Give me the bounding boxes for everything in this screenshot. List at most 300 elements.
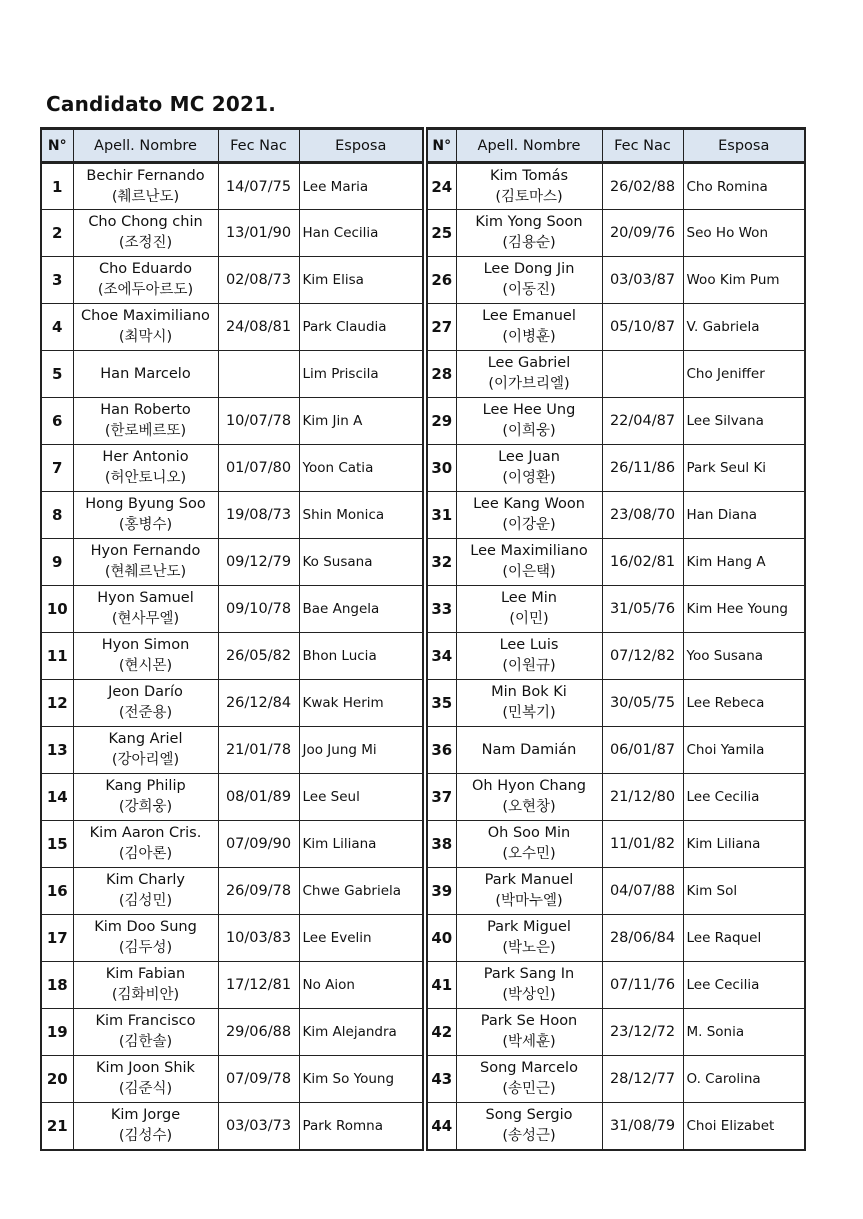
candidate-name: Song Marcelo — [480, 1060, 578, 1076]
candidate-name: Cho Eduardo — [98, 261, 193, 277]
row-number: 15 — [41, 821, 73, 868]
header-row — [41, 129, 423, 163]
header-date: Fec Nac — [218, 129, 299, 163]
birth-date: 26/02/88 — [602, 163, 683, 210]
table-row — [427, 586, 805, 633]
name-cell — [456, 445, 602, 492]
row-number: 19 — [41, 1009, 73, 1056]
birth-date: 28/06/84 — [602, 915, 683, 962]
row-number: 30 — [427, 445, 456, 492]
header-num: N° — [41, 129, 73, 163]
candidate-korean-name: (박마누엘) — [495, 893, 563, 909]
header-wife: Esposa — [683, 129, 805, 163]
name-cell — [456, 680, 602, 727]
wife-name: Chwe Gabriela — [299, 868, 423, 915]
candidate-korean-name: (홍병수) — [118, 517, 173, 533]
row-number: 35 — [427, 680, 456, 727]
name-cell — [73, 210, 218, 257]
candidate-korean-name: (이강운) — [502, 517, 556, 533]
name-cell — [73, 727, 218, 774]
table-row — [427, 774, 805, 821]
candidate-name: Lee Kang Woon — [473, 496, 585, 512]
table-row — [427, 868, 805, 915]
birth-date: 22/04/87 — [602, 398, 683, 445]
candidate-name: Kim Doo Sung — [94, 919, 197, 935]
candidate-name: Kim Tomás — [489, 167, 569, 184]
wife-name: Kwak Herim — [299, 680, 423, 727]
name-cell — [73, 1103, 218, 1150]
row-number: 1 — [41, 163, 73, 210]
wife-name: Ko Susana — [299, 539, 423, 586]
wife-name: Lim Priscila — [299, 351, 423, 398]
table-row — [41, 445, 423, 492]
candidate-name: Bechir Fernando — [86, 167, 205, 184]
row-number: 25 — [427, 210, 456, 257]
candidate-korean-name: (이원규) — [502, 658, 556, 674]
row-number: 26 — [427, 257, 456, 304]
table-row — [427, 962, 805, 1009]
birth-date: 05/10/87 — [602, 304, 683, 351]
row-number: 37 — [427, 774, 456, 821]
name-cell — [456, 539, 602, 586]
wife-name: Choi Yamila — [683, 727, 805, 774]
birth-date: 09/12/79 — [218, 539, 299, 586]
wife-name: M. Sonia — [683, 1009, 805, 1056]
candidate-name: Jeon Darío — [108, 684, 183, 700]
wife-name: Kim Jin A — [299, 398, 423, 445]
name-cell — [456, 633, 602, 680]
name-cell — [73, 774, 218, 821]
wife-name: Bae Angela — [299, 586, 423, 633]
candidate-korean-name: (이동진) — [502, 282, 556, 298]
candidate-korean-name: (박상인) — [502, 987, 556, 1003]
table-row — [41, 821, 423, 868]
wife-name: Cho Jeniffer — [683, 351, 805, 398]
row-number: 31 — [427, 492, 456, 539]
wife-name: Lee Evelin — [299, 915, 423, 962]
candidate-korean-name: (박노은) — [502, 940, 556, 956]
name-cell — [456, 586, 602, 633]
wife-name: Kim Liliana — [299, 821, 423, 868]
row-number: 10 — [41, 586, 73, 633]
candidate-korean-name: (김준식) — [118, 1081, 173, 1097]
candidate-name: Her Antonio — [102, 449, 189, 465]
candidate-name: Hyon Fernando — [90, 543, 201, 559]
birth-date — [602, 351, 683, 398]
table-row — [41, 727, 423, 774]
wife-name: Park Seul Ki — [683, 445, 805, 492]
table-row — [427, 680, 805, 727]
candidate-name: Lee Luis — [499, 637, 559, 653]
candidate-name: Kim Jorge — [110, 1106, 181, 1123]
name-cell — [73, 398, 218, 445]
name-cell — [73, 868, 218, 915]
candidate-korean-name: (조에두아르도) — [97, 282, 194, 298]
row-number: 5 — [41, 351, 73, 398]
row-number: 4 — [41, 304, 73, 351]
candidate-name: Lee Dong Jin — [483, 261, 575, 277]
wife-name: Park Claudia — [299, 304, 423, 351]
header-name: Apell. Nombre — [73, 129, 218, 163]
name-cell — [73, 539, 218, 586]
row-number: 33 — [427, 586, 456, 633]
birth-date: 26/09/78 — [218, 868, 299, 915]
name-cell — [73, 1009, 218, 1056]
name-cell — [73, 351, 218, 398]
birth-date: 31/05/76 — [602, 586, 683, 633]
birth-date: 02/08/73 — [218, 257, 299, 304]
row-number: 2 — [41, 210, 73, 257]
table-row — [41, 868, 423, 915]
candidate-name: Han Roberto — [100, 402, 191, 418]
wife-name: Bhon Lucia — [299, 633, 423, 680]
candidate-name: Kim Fabian — [105, 966, 186, 982]
birth-date: 30/05/75 — [602, 680, 683, 727]
table-row — [427, 915, 805, 962]
row-number: 24 — [427, 163, 456, 210]
birth-date: 03/03/87 — [602, 257, 683, 304]
birth-date: 03/03/73 — [218, 1103, 299, 1150]
candidate-name: Hyon Simon — [101, 637, 190, 653]
birth-date: 14/07/75 — [218, 163, 299, 210]
name-cell — [73, 163, 218, 210]
table-row — [427, 210, 805, 257]
candidate-korean-name: (송성근) — [502, 1127, 556, 1144]
candidate-korean-name: (이병훈) — [502, 329, 556, 345]
candidate-korean-name: (현시몬) — [118, 658, 173, 674]
row-number: 3 — [41, 257, 73, 304]
birth-date: 29/06/88 — [218, 1009, 299, 1056]
candidate-korean-name: (박세훈) — [502, 1034, 556, 1050]
table-row — [427, 257, 805, 304]
candidate-korean-name: (췌르난도) — [111, 188, 180, 205]
birth-date: 26/12/84 — [218, 680, 299, 727]
candidate-korean-name: (최막시) — [118, 329, 173, 345]
birth-date: 06/01/87 — [602, 727, 683, 774]
row-number: 8 — [41, 492, 73, 539]
page-title: Candidato MC 2021. — [46, 92, 277, 116]
row-number: 17 — [41, 915, 73, 962]
birth-date: 28/12/77 — [602, 1056, 683, 1103]
name-cell — [73, 492, 218, 539]
birth-date: 07/09/90 — [218, 821, 299, 868]
row-number: 12 — [41, 680, 73, 727]
wife-name: Han Cecilia — [299, 210, 423, 257]
candidate-korean-name: (김토마스) — [495, 188, 563, 205]
row-number: 20 — [41, 1056, 73, 1103]
table-row — [427, 163, 805, 210]
wife-name: Han Diana — [683, 492, 805, 539]
wife-name: Lee Cecilia — [683, 774, 805, 821]
header-name: Apell. Nombre — [456, 129, 602, 163]
birth-date: 07/11/76 — [602, 962, 683, 1009]
row-number: 43 — [427, 1056, 456, 1103]
candidate-name: Park Sang In — [483, 966, 575, 982]
birth-date: 24/08/81 — [218, 304, 299, 351]
row-number: 42 — [427, 1009, 456, 1056]
name-cell — [73, 680, 218, 727]
candidate-korean-name: (전준용) — [118, 705, 173, 721]
candidate-name: Kang Philip — [105, 778, 186, 794]
wife-name: Lee Raquel — [683, 915, 805, 962]
table-row — [41, 492, 423, 539]
birth-date: 08/01/89 — [218, 774, 299, 821]
birth-date: 11/01/82 — [602, 821, 683, 868]
row-number: 21 — [41, 1103, 73, 1150]
candidate-korean-name: (김성민) — [118, 893, 173, 909]
candidate-korean-name: (이가브리엘) — [488, 376, 570, 392]
wife-name: Cho Romina — [683, 163, 805, 210]
birth-date: 31/08/79 — [602, 1103, 683, 1150]
name-cell — [73, 1056, 218, 1103]
birth-date: 10/07/78 — [218, 398, 299, 445]
name-cell — [456, 727, 602, 774]
candidate-korean-name: (현췌르난도) — [104, 564, 187, 580]
wife-name: Choi Elizabet — [683, 1103, 805, 1150]
table-row — [427, 1103, 805, 1150]
table-row — [41, 210, 423, 257]
birth-date: 21/01/78 — [218, 727, 299, 774]
candidate-name: Lee Juan — [498, 449, 560, 465]
name-cell — [456, 351, 602, 398]
wife-name: Yoon Catia — [299, 445, 423, 492]
candidate-name: Lee Maximiliano — [470, 543, 588, 559]
name-cell — [73, 586, 218, 633]
row-number: 7 — [41, 445, 73, 492]
name-cell — [456, 868, 602, 915]
wife-name: Lee Seul — [299, 774, 423, 821]
row-number: 18 — [41, 962, 73, 1009]
candidate-korean-name: (김한솔) — [118, 1034, 173, 1050]
name-cell — [456, 304, 602, 351]
candidate-name: Hong Byung Soo — [85, 496, 206, 512]
candidate-korean-name: (민복기) — [502, 705, 556, 721]
candidate-korean-name: (오현창) — [502, 799, 556, 815]
candidate-name: Park Se Hoon — [480, 1013, 578, 1029]
wife-name: Lee Cecilia — [683, 962, 805, 1009]
candidate-korean-name: (이은택) — [502, 564, 556, 580]
birth-date: 01/07/80 — [218, 445, 299, 492]
candidate-name: Kim Francisco — [95, 1013, 196, 1029]
candidate-name: Han Marcelo — [100, 365, 191, 382]
birth-date: 19/08/73 — [218, 492, 299, 539]
name-cell — [73, 915, 218, 962]
table-row — [427, 633, 805, 680]
name-cell — [456, 774, 602, 821]
name-cell — [456, 163, 602, 210]
row-number: 14 — [41, 774, 73, 821]
birth-date: 21/12/80 — [602, 774, 683, 821]
wife-name: O. Carolina — [683, 1056, 805, 1103]
candidate-korean-name: (이민) — [509, 611, 549, 627]
table-row — [427, 1056, 805, 1103]
row-number: 32 — [427, 539, 456, 586]
name-cell — [73, 304, 218, 351]
candidate-korean-name: (강희웅) — [118, 799, 173, 815]
name-cell — [456, 492, 602, 539]
candidate-korean-name: (현사무엘) — [111, 611, 180, 627]
birth-date — [218, 351, 299, 398]
table-row — [41, 680, 423, 727]
birth-date: 07/09/78 — [218, 1056, 299, 1103]
table-row — [427, 727, 805, 774]
table-row — [41, 586, 423, 633]
candidate-korean-name: (김두성) — [118, 940, 173, 956]
birth-date: 09/10/78 — [218, 586, 299, 633]
row-number: 44 — [427, 1103, 456, 1150]
candidate-name: Kim Joon Shik — [96, 1060, 195, 1076]
table-row — [41, 163, 423, 210]
birth-date: 04/07/88 — [602, 868, 683, 915]
birth-date: 07/12/82 — [602, 633, 683, 680]
row-number: 29 — [427, 398, 456, 445]
candidate-name: Song Sergio — [485, 1106, 573, 1123]
name-cell — [73, 821, 218, 868]
candidate-name: Nam Damián — [481, 741, 577, 758]
table-row — [427, 445, 805, 492]
candidate-korean-name: (허안토니오) — [104, 470, 187, 486]
candidate-name: Kang Ariel — [108, 731, 183, 747]
candidate-name: Cho Chong chin — [88, 214, 203, 230]
table-row — [41, 962, 423, 1009]
table-row — [41, 304, 423, 351]
candidate-name: Kim Yong Soon — [475, 214, 583, 230]
birth-date: 13/01/90 — [218, 210, 299, 257]
candidate-name: Oh Hyon Chang — [472, 778, 586, 794]
table-row — [427, 492, 805, 539]
name-cell — [456, 821, 602, 868]
table-row — [41, 1056, 423, 1103]
wife-name: Lee Silvana — [683, 398, 805, 445]
name-cell — [456, 962, 602, 1009]
table-row — [427, 821, 805, 868]
row-number: 13 — [41, 727, 73, 774]
table-row — [41, 1009, 423, 1056]
table-row — [41, 398, 423, 445]
row-number: 41 — [427, 962, 456, 1009]
candidate-name: Lee Gabriel — [487, 355, 571, 371]
birth-date: 16/02/81 — [602, 539, 683, 586]
table-row — [427, 351, 805, 398]
candidate-name: Kim Aaron Cris. — [89, 825, 202, 841]
candidate-korean-name: (한로베르또) — [104, 423, 187, 439]
birth-date: 20/09/76 — [602, 210, 683, 257]
candidate-name: Oh Soo Min — [487, 825, 571, 841]
header-date: Fec Nac — [602, 129, 683, 163]
name-cell — [73, 445, 218, 492]
candidate-korean-name: (김성수) — [118, 1127, 173, 1144]
birth-date: 17/12/81 — [218, 962, 299, 1009]
candidate-name: Park Miguel — [487, 919, 571, 935]
row-number: 9 — [41, 539, 73, 586]
birth-date: 23/12/72 — [602, 1009, 683, 1056]
candidate-name: Choe Maximiliano — [81, 308, 210, 324]
wife-name: Kim Liliana — [683, 821, 805, 868]
candidate-korean-name: (김아론) — [118, 846, 173, 862]
row-number: 36 — [427, 727, 456, 774]
candidate-korean-name: (이희웅) — [502, 423, 556, 439]
row-number: 38 — [427, 821, 456, 868]
name-cell — [73, 257, 218, 304]
row-number: 34 — [427, 633, 456, 680]
row-number: 16 — [41, 868, 73, 915]
candidate-korean-name: (오수민) — [502, 846, 556, 862]
name-cell — [73, 633, 218, 680]
candidate-name: Lee Emanuel — [482, 308, 576, 324]
candidate-korean-name: (김화비안) — [111, 987, 180, 1003]
candidate-name: Min Bok Ki — [491, 684, 567, 700]
wife-name: Kim Sol — [683, 868, 805, 915]
name-cell — [456, 257, 602, 304]
name-cell — [456, 1103, 602, 1150]
wife-name: Shin Monica — [299, 492, 423, 539]
row-number: 40 — [427, 915, 456, 962]
birth-date: 26/05/82 — [218, 633, 299, 680]
name-cell — [456, 1056, 602, 1103]
candidate-name: Lee Hee Ung — [482, 402, 576, 418]
wife-name: No Aion — [299, 962, 423, 1009]
name-cell — [456, 1009, 602, 1056]
table-row — [41, 351, 423, 398]
table-row — [41, 257, 423, 304]
wife-name: Kim Hang A — [683, 539, 805, 586]
row-number: 28 — [427, 351, 456, 398]
candidate-korean-name: (강아리엘) — [111, 752, 180, 768]
wife-name: V. Gabriela — [683, 304, 805, 351]
row-number: 6 — [41, 398, 73, 445]
birth-date: 10/03/83 — [218, 915, 299, 962]
candidate-name: Hyon Samuel — [97, 590, 194, 606]
candidate-korean-name: (이영환) — [502, 470, 556, 486]
wife-name: Joo Jung Mi — [299, 727, 423, 774]
wife-name: Lee Rebeca — [683, 680, 805, 727]
name-cell — [456, 210, 602, 257]
candidate-korean-name: (송민근) — [502, 1081, 556, 1097]
row-number: 11 — [41, 633, 73, 680]
table-row — [41, 633, 423, 680]
table-row — [41, 915, 423, 962]
wife-name: Kim Elisa — [299, 257, 423, 304]
candidate-name: Park Manuel — [484, 872, 574, 888]
wife-name: Park Romna — [299, 1103, 423, 1150]
name-cell — [73, 962, 218, 1009]
table-row — [427, 1009, 805, 1056]
wife-name: Kim So Young — [299, 1056, 423, 1103]
candidate-name: Kim Charly — [105, 872, 186, 888]
wife-name: Yoo Susana — [683, 633, 805, 680]
wife-name: Woo Kim Pum — [683, 257, 805, 304]
header-wife: Esposa — [299, 129, 423, 163]
candidate-name: Lee Min — [500, 590, 557, 606]
table-row — [427, 539, 805, 586]
header-num: N° — [427, 129, 456, 163]
table-row — [427, 398, 805, 445]
birth-date: 26/11/86 — [602, 445, 683, 492]
name-cell — [456, 915, 602, 962]
row-number: 27 — [427, 304, 456, 351]
wife-name: Lee Maria — [299, 163, 423, 210]
candidates-table-right — [426, 127, 806, 1151]
wife-name: Kim Alejandra — [299, 1009, 423, 1056]
header-row — [427, 129, 805, 163]
wife-name: Kim Hee Young — [683, 586, 805, 633]
row-number: 39 — [427, 868, 456, 915]
candidates-table-left — [40, 127, 424, 1151]
table-row — [41, 774, 423, 821]
table-row — [41, 1103, 423, 1150]
table-row — [41, 539, 423, 586]
wife-name: Seo Ho Won — [683, 210, 805, 257]
